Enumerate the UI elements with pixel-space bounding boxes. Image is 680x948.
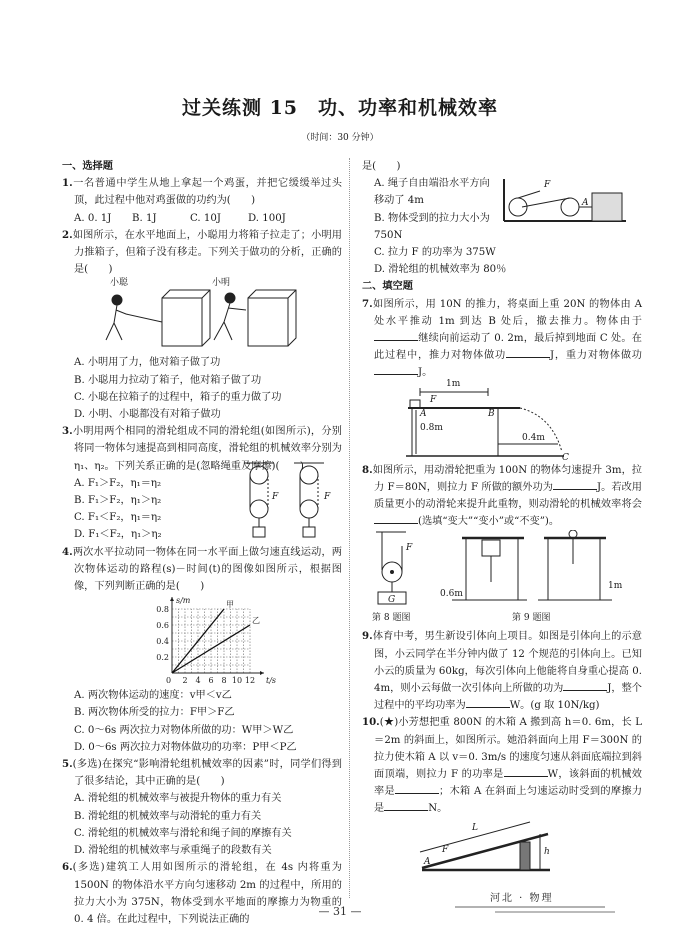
q5-option-a: A. 滑轮组的机械效率与被提升物体的重力有关	[74, 793, 282, 805]
option-d: D. 100J	[248, 212, 286, 224]
q6-continuation: 是( )	[362, 161, 401, 172]
q6-option-a: A. 绳子自由端沿水平方向移动了 4m	[374, 178, 490, 207]
question-text: 体育中考，男生新设引体向上项目。如图是引体向上的示意图，小云同学在半分钟内做了 12 个规范的引体向上。已知小云的质量为 60kg，每次引体向上他能将自身重心提高 0. 4m，则小云每做一次引体向上所做的功为	[372, 631, 642, 695]
question-text: J，重力对物体做功	[549, 350, 642, 362]
question-5	[62, 756, 342, 790]
fig-label-a: A	[582, 198, 589, 209]
st-graph	[62, 595, 342, 687]
fig-label-low: 0.6m	[440, 589, 463, 600]
fig-label-f1: F	[272, 491, 279, 502]
q2-option-a: A. 小明用了力，他对箱子做了功	[74, 357, 221, 369]
x-tick-label: 4	[195, 676, 201, 686]
answer-blank[interactable]	[563, 680, 607, 691]
question-text: 如图所示，用动滑轮把重为 100N 的物体匀速提升 3m，拉力 F＝80N，则拉力 F 所做的额外功为	[372, 464, 642, 493]
question-7	[362, 296, 642, 382]
x-axis-label: t/s	[266, 676, 277, 686]
option-b: B. 1J	[132, 212, 157, 224]
q2-option-d: D. 小明、小聪都没有对箱子做功	[74, 409, 221, 421]
fig-label-xiaoming: 小明	[212, 278, 231, 289]
question-number: 5.	[62, 758, 73, 771]
x-tick-label: 8	[221, 676, 227, 686]
y-axis-arrow	[170, 597, 174, 601]
fig-label-high: 1m	[608, 581, 623, 592]
q7-figure	[362, 378, 642, 463]
section-title-choice: 一、选择题	[62, 160, 113, 172]
figure-caption-9: 第 9 题图	[512, 613, 551, 624]
q1-options	[62, 210, 342, 227]
answer-blank[interactable]	[553, 479, 597, 490]
q3-option-a: A. F₁＞F₂，η₁＝η₂	[74, 477, 162, 489]
y-tick-label: 0.6	[156, 621, 169, 631]
question-10	[362, 714, 642, 817]
fig-label-f: F	[430, 394, 437, 405]
question-text: ；木箱 A 在斜面上匀速运动时受到的摩擦力是	[374, 786, 643, 815]
answer-blank[interactable]	[506, 347, 550, 358]
question-number: 6.	[62, 861, 73, 874]
figure-caption-8: 第 8 题图	[372, 613, 411, 624]
q2-option-b: B. 小聪用力拉动了箱子，他对箱子做了功	[74, 374, 262, 386]
q2-figure	[62, 278, 342, 354]
right-column	[362, 158, 642, 878]
runner-logo-icon	[455, 899, 635, 915]
question-text: J。若改用质量更小的动滑轮来提升此重物，则动滑轮的机械效率将会	[374, 481, 642, 511]
q6-option-b: B. 物体受到的拉力大小为 750N	[374, 212, 490, 241]
question-number: 9.	[362, 630, 373, 643]
fig-label-g: G	[388, 595, 396, 606]
question-text: W。(g 取 10N/kg)	[509, 700, 600, 712]
option-c: C. 10J	[190, 212, 221, 224]
q3-block	[62, 475, 342, 544]
fig-label-f: F	[442, 844, 449, 855]
question-4	[62, 544, 342, 596]
answer-blank[interactable]	[384, 800, 428, 811]
time-note: （时间：30 分钟）	[301, 133, 379, 143]
pulley-systems-figure	[234, 461, 334, 541]
x-axis-arrow	[260, 671, 264, 675]
q3-option-c: C. F₁＜F₂，η₁＝η₂	[74, 512, 162, 524]
fig-label-c: C	[562, 452, 569, 463]
q4-option-b: B. 两次物体所受的拉力：F甲＞F乙	[74, 707, 235, 719]
question-number: 10.	[362, 716, 380, 729]
fig-label-xiaocong: 小聪	[110, 278, 129, 289]
q3-option-d: D. F₁＜F₂，η₁＞η₂	[74, 529, 162, 541]
page-number: — 31 —	[318, 905, 362, 918]
q5-option-b: B. 滑轮组的机械效率与动滑轮的重力有关	[74, 810, 262, 822]
fig-label-height: 0.8m	[420, 422, 443, 433]
q6-option-d: D. 滑轮组的机械效率为 80％	[374, 264, 507, 276]
answer-blank[interactable]	[504, 766, 548, 777]
y-axis-label: s/m	[176, 596, 191, 606]
question-number: 3.	[62, 425, 73, 438]
y-tick-label: 0.4	[156, 637, 169, 647]
fig-label-f: F	[544, 180, 551, 191]
q4-option-a: A. 两次物体运动的速度：v甲＜v乙	[74, 690, 232, 702]
question-8	[362, 462, 642, 531]
page-title: 过关练测 15 功、功率和机械效率	[181, 97, 499, 119]
pulley-pullup-figures	[362, 530, 632, 610]
footer-brand: 河北 · 物理	[490, 893, 554, 904]
left-column	[62, 158, 342, 928]
q5-option-d: D. 滑轮组的机械效率与承重绳子的段数有关	[74, 845, 272, 857]
answer-blank[interactable]	[395, 783, 439, 794]
fig-label-horiz: 0.4m	[522, 432, 545, 443]
question-number: 4.	[62, 545, 73, 558]
column-divider	[349, 158, 350, 898]
st-graph-container	[62, 595, 342, 687]
q2-option-c: C. 小聪在拉箱子的过程中，箱子的重力做了功	[74, 391, 282, 403]
question-text: 如图所示，在水平地面上，小聪用力将箱子拉走了；小明用力推箱子，但箱子没有移走。下列关于做功的分析，正确的是( )	[72, 229, 342, 276]
q4-option-d: D. 0～6s 两次拉力对物体做功的功率：P甲＜P乙	[74, 741, 297, 753]
y-tick-label: 0.8	[156, 605, 169, 615]
y-tick-label: 0.2	[156, 653, 169, 663]
question-text: 如图所示，用 10N 的推力，将桌面上重 20N 的物体由 A 处水平推动 1m 到达 B 处后，撤去推力。物体由于	[372, 298, 642, 327]
q5-option-c: C. 滑轮组的机械效率与滑轮和绳子间的摩擦有关	[74, 827, 292, 839]
fig-label-box: A	[424, 856, 431, 867]
horizontal-pulley-figure	[500, 177, 630, 227]
fig-label-f2: F	[324, 491, 331, 502]
question-text: 两次水平拉动同一物体在同一水平面上做匀速直线运动，两次物体运动的路程(s)－时间(t)的图像如图所示，根据图像，下列判断正确的是( )	[72, 546, 342, 593]
q6-option-c: C. 拉力 F 的功率为 375W	[374, 247, 496, 259]
x-tick-label: 12	[244, 676, 256, 686]
fig-label-f: F	[406, 543, 413, 554]
x-tick-label: 10	[231, 676, 243, 686]
series-label: 甲	[226, 600, 234, 610]
question-text: 一名普通中学生从地上拿起一个鸡蛋，并把它缓缓举过头顶，此过程中他对鸡蛋做的功约为( )	[72, 178, 342, 207]
question-1	[62, 175, 342, 209]
question-text: (多选)建筑工人用如图所示的滑轮组，在 4s 内将重为 1500N 的物体沿水平方向匀速移动 2m 的过程中，所用的拉力大小为 375N，物体受到水平地面的摩擦力为物重的 0. 4 倍。在此过程中，下列说法正确的	[72, 862, 342, 925]
question-text: (选填“变大”“变小”或“不变”)。	[418, 516, 560, 528]
q10-figure	[362, 818, 642, 878]
question-text: 小明用两个相同的滑轮组成不同的滑轮组(如图所示)，分别将同一物体匀速提高到相同高度，滑轮组的机械效率分别为 η₁、η₂。下列关系正确的是(忽略绳重及摩擦)( )	[72, 426, 342, 472]
fig-label-b: B	[488, 408, 495, 419]
question-text: W，该斜面的机械效率是	[374, 769, 642, 798]
answer-blank[interactable]	[374, 364, 418, 375]
fig-label-l: L	[472, 822, 478, 833]
x-tick-label: 2	[182, 676, 188, 686]
answer-blank[interactable]	[374, 513, 418, 524]
question-text: J，整个过程中的平均功率为	[374, 683, 642, 712]
question-number: 2.	[62, 228, 73, 241]
question-9	[362, 628, 642, 714]
q3-option-b: B. F₁＞F₂，η₁＞η₂	[74, 495, 162, 507]
question-text: (★)小芳想把重 800N 的木箱 A 搬到高 h＝0. 6m，长 L＝2m 的斜面上，如图所示。她沿斜面向上用 F＝300N 的拉力使木箱 A 以 v＝0. 3m/s 的速度匀速从斜面底端拉到斜面顶端，则拉力 F 的功率是	[374, 717, 642, 781]
q6-options-block	[362, 175, 642, 278]
question-text: (多选)在探究“影响滑轮组机械效率的因素”时，同学们得到了很多结论，其中正确的是( )	[72, 759, 342, 788]
question-text: N。	[428, 803, 448, 815]
series-label: 乙	[252, 616, 260, 626]
question-number: 8.	[362, 463, 373, 476]
question-text: J。	[418, 367, 433, 379]
push-pull-illustration	[62, 278, 342, 354]
origin-label: 0	[166, 676, 172, 686]
q8-q9-figures	[362, 530, 642, 628]
question-number: 1.	[62, 177, 73, 190]
answer-blank[interactable]	[374, 330, 418, 341]
x-tick-label: 6	[208, 676, 214, 686]
fig-label-1m: 1m	[446, 378, 461, 389]
answer-blank[interactable]	[466, 697, 510, 708]
question-number: 7.	[362, 297, 373, 310]
fig-label-a: A	[420, 408, 427, 419]
question-2	[62, 227, 342, 279]
option-a: A. 0. 1J	[74, 212, 112, 224]
section-title-fill: 二、填空题	[362, 280, 413, 293]
question-text: 继续向前运动了 0. 2m，最后掉到地面 C 处。在此过程中，推力对物体做功	[374, 333, 642, 362]
q4-option-c: C. 0～6s 两次拉力对物体所做的功：W甲＞W乙	[74, 724, 294, 736]
fig-label-h: h	[544, 846, 550, 857]
